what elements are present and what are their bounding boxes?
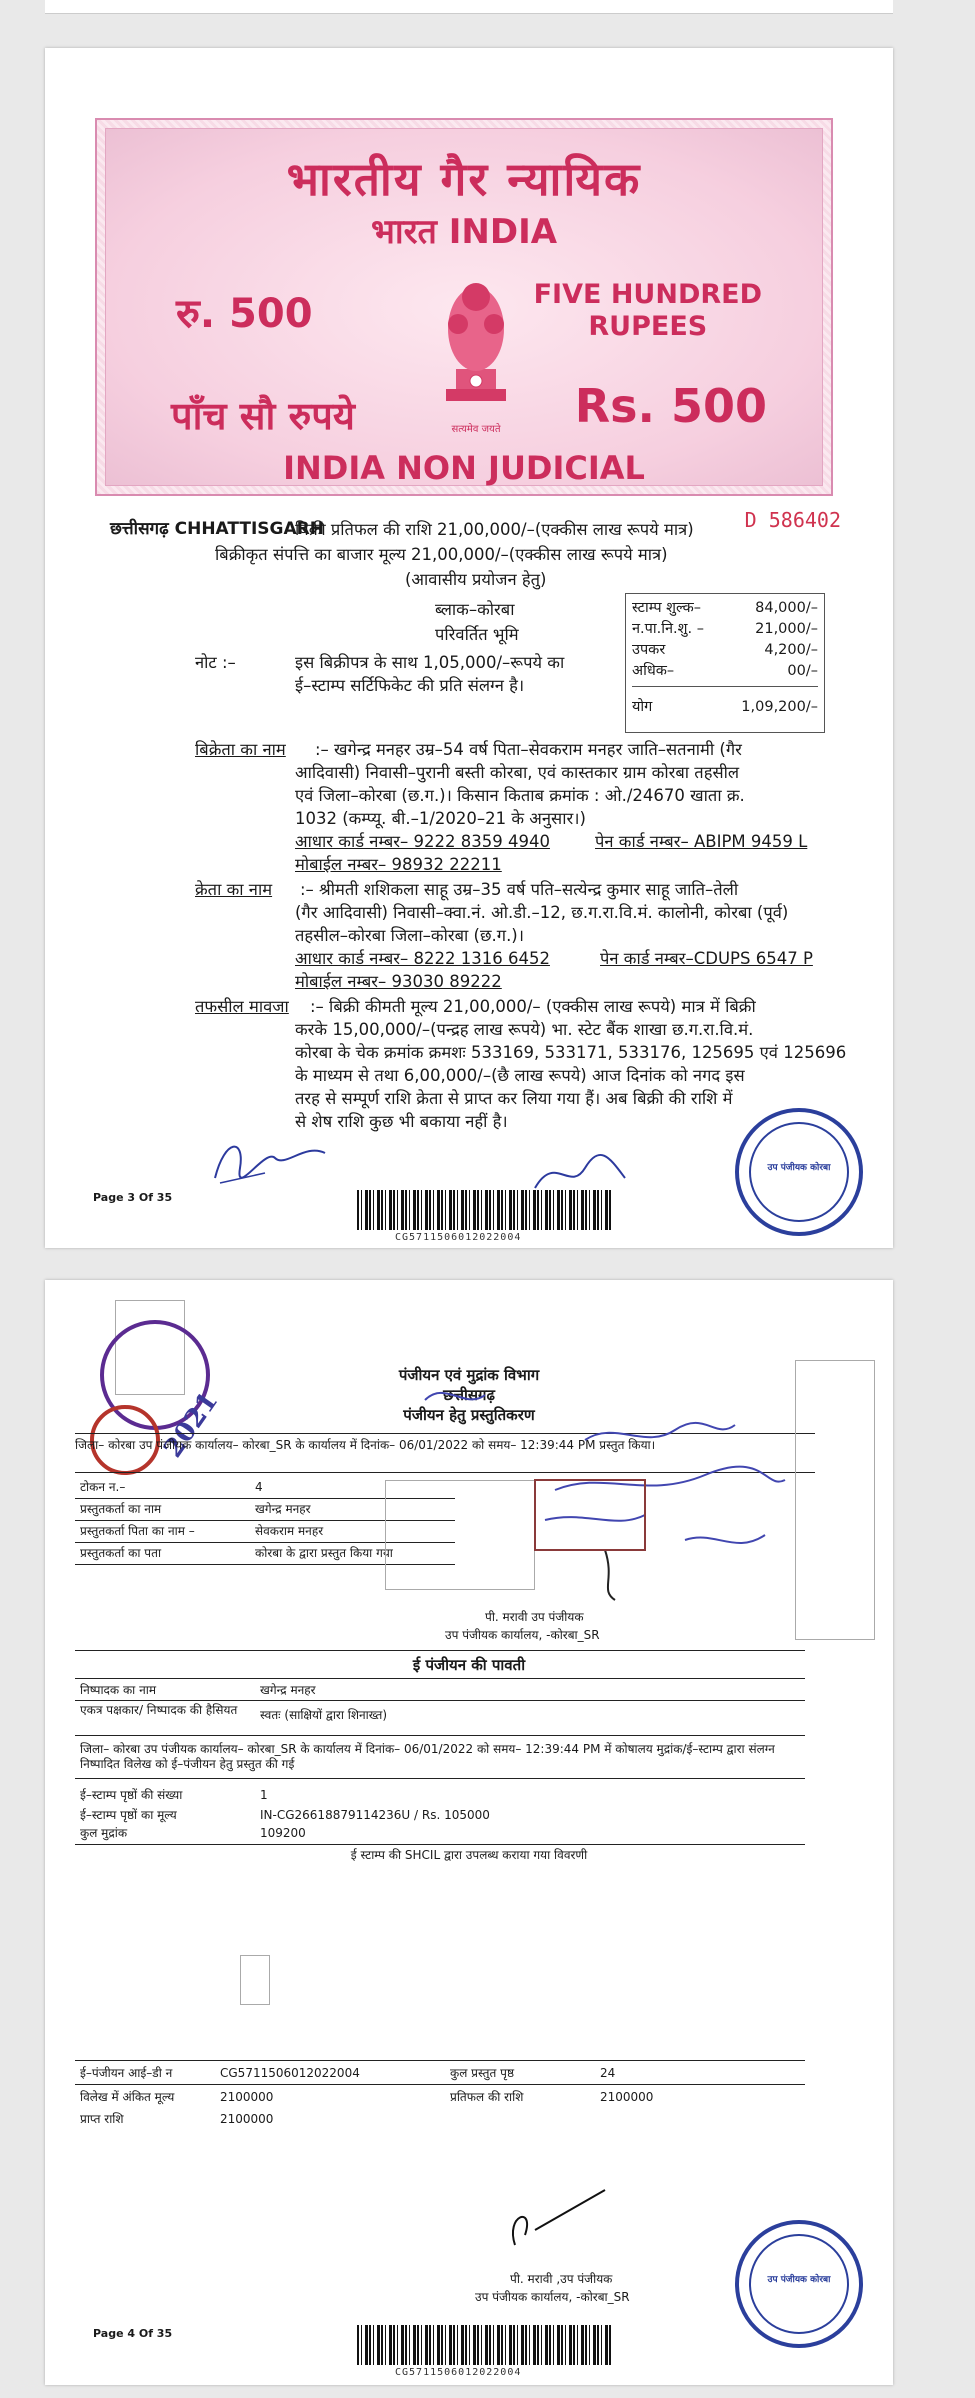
estamp-value-label: ई–स्टाम्प पृष्ठों का मूल्य: [80, 1808, 177, 1822]
stamp-left-value: रु. 500: [176, 291, 313, 337]
page-number: Page 4 Of 35: [93, 2327, 173, 2340]
payment-line: के माध्यम से तथा 6,00,000/–(छै लाख रूपये) आज दिनांक को नगद इस: [295, 1066, 745, 1085]
barcode-number: CG5711506012022004: [395, 2367, 522, 2378]
deed-value-label: विलेख में अंकित मूल्य: [80, 2090, 175, 2104]
received-value: 2100000: [220, 2112, 274, 2126]
pages-value: 24: [600, 2066, 616, 2080]
pages-label: कुल प्रस्तुत पृष्ठ: [450, 2066, 515, 2080]
reg-id-label: ई–पंजीयन आई–डी न: [80, 2066, 173, 2080]
note-text-1: इस बिक्रीपत्र के साथ 1,05,000/–रूपये का: [295, 653, 565, 672]
seller-pan: पेन कार्ड नम्बर– ABIPM 9459 L: [595, 832, 808, 851]
ink-endorsement-icon: [385, 1380, 805, 1610]
state-name: छत्तीसगढ़ CHHATTISGARH: [110, 519, 324, 539]
estamp-count-value: 1: [260, 1788, 268, 1802]
total-stamp-label: कुल मुद्रांक: [80, 1826, 128, 1840]
executant-label: निष्पादक का नाम: [80, 1683, 157, 1697]
buyer-pan: पेन कार्ड नम्बर–CDUPS 6547 P: [600, 949, 813, 968]
land-type: परिवर्तित भूमि: [435, 625, 519, 644]
fee-row: न.पा.नि.शु. – 21,000/–: [632, 621, 818, 637]
reg-id-value: CG5711506012022004: [220, 2066, 360, 2080]
stamp-bottom-text: INDIA NON JUDICIAL: [283, 449, 645, 487]
payment-line: तरह से सम्पूर्ण राशि क्रेता से प्राप्त कर लिया गया हैं। अब बिक्री की राशि में: [295, 1089, 733, 1108]
stamp-serial: D 586402: [744, 508, 841, 532]
payment-line: करके 15,00,000/–(पन्द्रह लाख रूपये) भा. स्टेट बैंक शाखा छ.ग.रा.वि.मं.: [295, 1020, 754, 1039]
fee-table: [625, 593, 825, 733]
received-label: प्राप्त राशि: [80, 2112, 124, 2126]
consideration-label: प्रतिफल की राशि: [450, 2090, 524, 2104]
seller-signature-icon: [205, 1128, 335, 1188]
note-label: नोट :–: [195, 653, 236, 672]
seller-line: :– खगेन्द्र मनहर उम्र–54 वर्ष पिता–सेवकराम मनहर जाति–सतनामी (गैर: [315, 740, 742, 759]
estamp-count-label: ई–स्टाम्प पृष्ठों की संख्या: [80, 1788, 183, 1802]
buyer-mobile: मोबाईल नम्बर– 93030 89222: [295, 972, 502, 991]
presentation-intro: जिला– कोरबा उप पंजीयक कार्यालय– कोरबा_SR के कार्यालय में दिनांक– 06/01/2022 को समय– 12:39:44 PM प्रस्तुत किया।: [75, 1438, 656, 1452]
payment-line: :– बिक्री कीमती मूल्य 21,00,000/– (एक्कीस लाख रूपये) मात्र में बिक्री: [310, 997, 756, 1016]
barcode: [357, 2325, 612, 2365]
shcil-note: ई स्टाम्प की SHCIL द्वारा उपलब्ध कराया गया विवरणी: [350, 1848, 588, 1862]
fee-row: अधिक– 00/–: [632, 663, 818, 679]
total-stamp-value: 109200: [260, 1826, 306, 1840]
previous-page-edge: [45, 0, 893, 14]
block: ब्लाक–कोरबा: [435, 600, 515, 619]
purpose: (आवासीय प्रयोजन हेतु): [405, 570, 547, 589]
father-label: प्रस्तुतकर्ता पिता का नाम –: [80, 1524, 195, 1538]
seller-line: 1032 (कम्प्यू. बी.–1/2020–21 के अनुसार।): [295, 809, 586, 828]
token-value: 4: [255, 1480, 263, 1494]
signatory-office: उप पंजीयक कार्यालय, -कोरबा_SR: [475, 2290, 630, 2304]
dept-title: पंजीयन एवं मुद्रांक विभाग: [398, 1366, 540, 1384]
officer-office: उप पंजीयक कार्यालय, -कोरबा_SR: [445, 1628, 600, 1642]
side-frame: [795, 1360, 875, 1640]
stamp-rs-value: Rs. 500: [574, 379, 767, 433]
signatory-name: पी. मरावी ,उप पंजीयक: [510, 2272, 613, 2286]
seller-mobile: मोबाईल नम्बर– 98932 22211: [295, 855, 502, 874]
non-judicial-stamp: [95, 118, 833, 496]
stamp-words: पाँच सौ रुपये: [171, 393, 355, 438]
blank-box: [240, 1955, 270, 2005]
stamp-hindi-title: भारतीय गैर न्यायिक: [286, 152, 642, 206]
father-value: सेवकराम मनहर: [255, 1524, 324, 1538]
fee-row: स्टाम्प शुल्क– 84,000/–: [632, 600, 818, 616]
presenter-label: प्रस्तुतकर्ता का नाम: [80, 1502, 162, 1516]
fee-total: योग 1,09,200/–: [632, 699, 818, 715]
stamp-right-value: FIVE HUNDRED RUPEES: [533, 279, 762, 342]
sub-registrar-seal-icon: उप पंजीयक कोरबा: [735, 1108, 863, 1236]
document-page-3: [45, 48, 893, 1248]
capacity-label: एकत्र पक्षकार/ निष्पादक की हैसियत: [80, 1703, 238, 1717]
buyer-line: तहसील–कोरबा जिला–कोरबा (छ.ग.)।: [295, 926, 524, 945]
officer-name: पी. मरावी उप पंजीयक: [485, 1610, 584, 1624]
sub-registrar-seal-icon: उप पंजीयक कोरबा: [735, 2220, 863, 2348]
buyer-label: क्रेता का नाम: [195, 880, 273, 899]
registrar-signature-icon: [495, 2185, 615, 2255]
emblem-caption: सत्यमेव जयते: [451, 424, 501, 435]
receipt-paragraph: जिला– कोरबा उप पंजीयक कार्यालय– कोरबा_SR के कार्यालय में दिनांक– 06/01/2022 को समय– 12:39:44 PM में कोषालय मुद्रांक/ई–स्टाम्प द्वारा संलग्न निष्पादित विलेख को ई–पंजीयन हेतु प्रस्तुत की गई: [80, 1742, 775, 1771]
payment-label: तफसील मावजा: [195, 997, 289, 1016]
sale-consideration: बिक्री प्रतिफल की राशि 21,00,000/–(एक्कीस लाख रूपये मात्र): [295, 520, 694, 539]
barcode: [357, 1190, 612, 1230]
seller-line: एवं जिला–कोरबा (छ.ग.)। किसान किताब क्रमांक : ओ./24670 खाता क्र.: [295, 786, 745, 805]
buyer-line: :– श्रीमती शशिकला साहू उम्र–35 वर्ष पति–सत्येन्द्र कुमार साहू जाति–तेली: [300, 880, 739, 899]
deed-value-value: 2100000: [220, 2090, 274, 2104]
payment-line: कोरबा के चेक क्रमांक क्रमशः 533169, 533171, 533176, 125695 एवं 125696: [295, 1043, 847, 1062]
market-value: बिक्रीकृत संपत्ति का बाजार मूल्य 21,00,000/–(एक्कीस लाख रूपये मात्र): [215, 545, 668, 564]
national-emblem-icon: [426, 269, 526, 419]
token-label: टोकन न.–: [80, 1480, 126, 1494]
fee-row: उपकर 4,200/–: [632, 642, 818, 658]
consideration-value: 2100000: [600, 2090, 654, 2104]
capacity-value: स्वतः (साक्षियों द्वारा शिनाख्त): [260, 1708, 388, 1722]
buyer-line: (गैर आदिवासी) निवासी–क्वा.नं. ओ.डी.–12, छ.ग.रा.वि.मं. कालोनी, कोरबा (पूर्व): [295, 903, 789, 922]
payment-line: से शेष राशि कुछ भी बकाया नहीं है।: [295, 1112, 508, 1131]
document-page-4: [45, 1280, 893, 2385]
barcode-number: CG5711506012022004: [395, 1232, 522, 1243]
note-text-2: ई–स्टाम्प सर्टिफिकेट की प्रति संलग्न है।: [295, 676, 525, 695]
address-label: प्रस्तुतकर्ता का पता: [80, 1546, 162, 1560]
presenter-value: खगेन्द्र मनहर: [255, 1502, 311, 1516]
receipt-title: ई पंजीयन की पावती: [412, 1656, 526, 1674]
estamp-value-value: IN-CG26618879114236U / Rs. 105000: [260, 1808, 490, 1822]
stamp-hindi-india: भारत INDIA: [370, 212, 558, 252]
seller-label: बिक्रेता का नाम: [195, 740, 286, 759]
seal-year: 2021: [158, 1386, 225, 1464]
executant-value: खगेन्द्र मनहर: [260, 1683, 316, 1697]
seller-aadhar: आधार कार्ड नम्बर– 9222 8359 4940: [295, 832, 550, 851]
address-value: कोरबा के द्वारा प्रस्तुत किया गया: [255, 1546, 393, 1560]
dept-subtitle: पंजीयन हेतु प्रस्तुतिकरण: [403, 1406, 535, 1424]
buyer-aadhar: आधार कार्ड नम्बर– 8222 1316 6452: [295, 949, 550, 968]
dept-state: छत्तीसगढ़: [443, 1386, 495, 1404]
seller-line: आदिवासी) निवासी–पुरानी बस्ती कोरबा, एवं कास्तकार ग्राम कोरबा तहसील: [295, 763, 740, 782]
page-number: Page 3 Of 35: [93, 1191, 173, 1204]
